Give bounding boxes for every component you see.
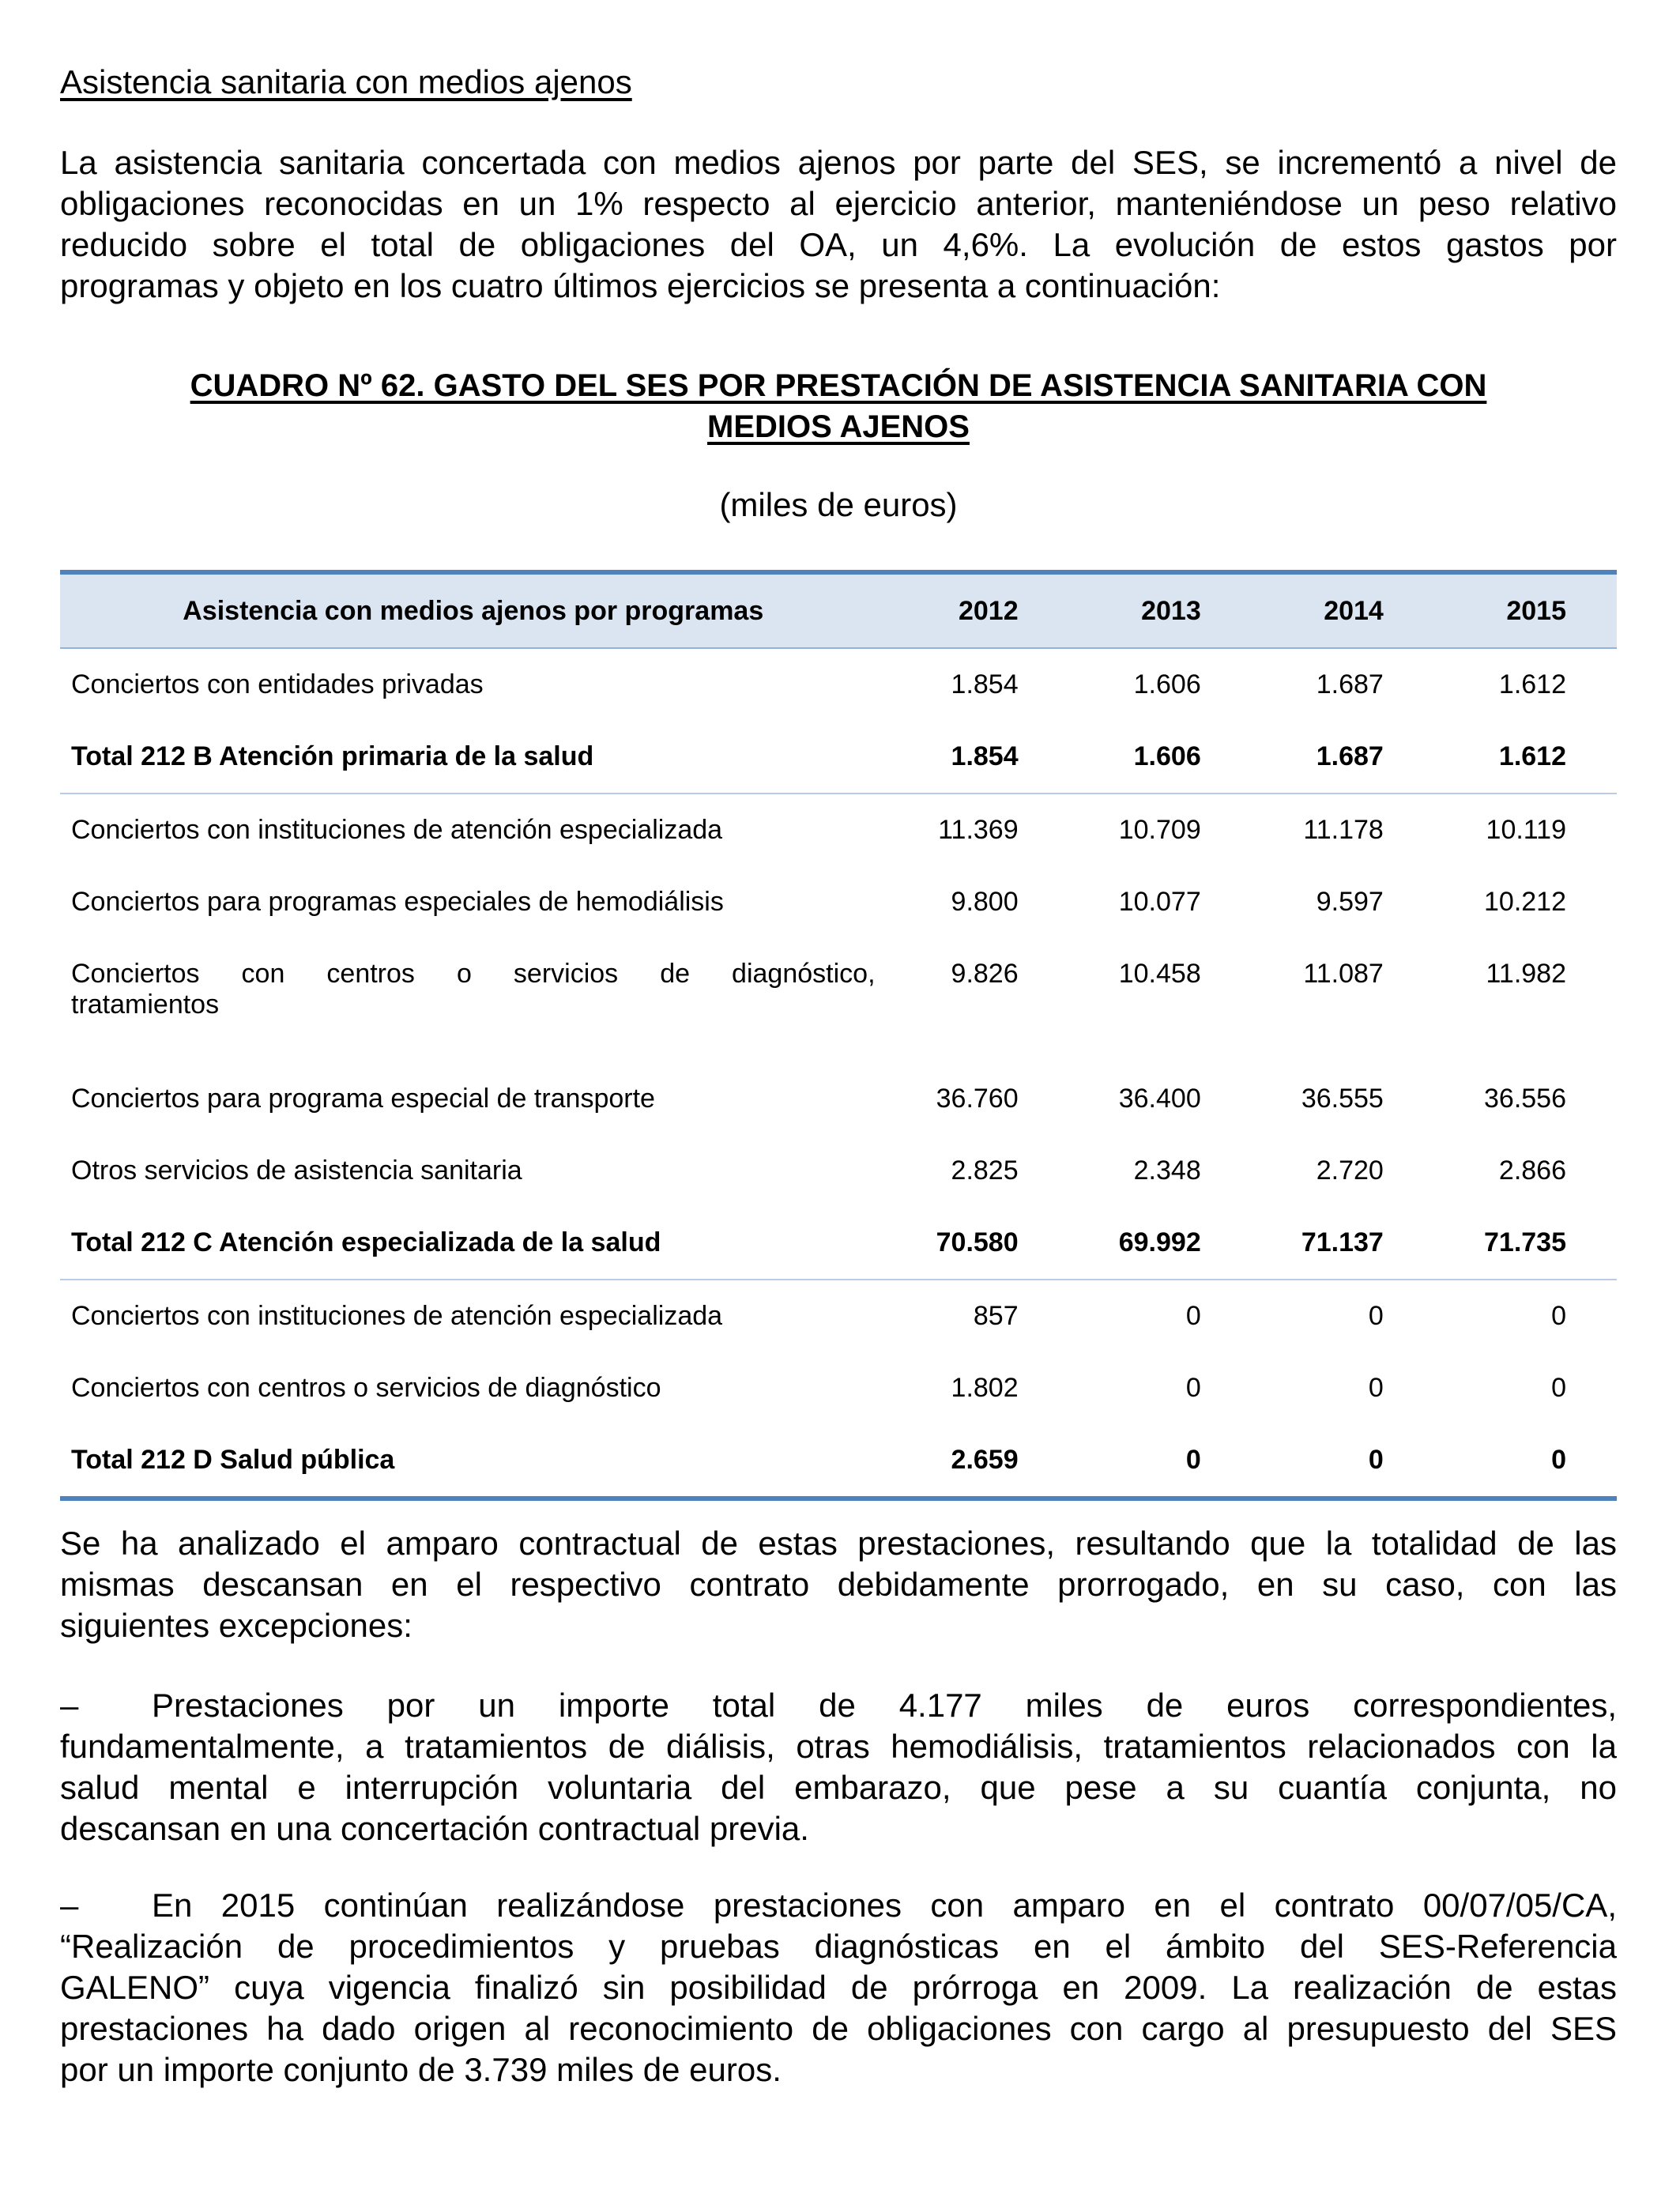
exception-line: “Realización de procedimientos y pruebas diagnósticas en el ámbito del SES-Referencia — [60, 1928, 1617, 1965]
row-label-line: Conciertos con centros o servicios de diagnóstico, — [71, 959, 876, 989]
section-heading: Asistencia sanitaria con medios ajenos — [60, 63, 632, 100]
analysis-line: siguientes excepciones: — [60, 1607, 412, 1644]
row-value: 0 — [1551, 1301, 1566, 1331]
header-label: Asistencia con medios ajenos por programas — [60, 572, 887, 648]
table-row — [60, 1352, 1617, 1424]
row-value: 1.612 — [1498, 669, 1566, 699]
dash-bullet: – — [60, 1887, 79, 1924]
row-value: 11.087 — [1303, 959, 1384, 989]
row-label: Conciertos con instituciones de atención especializada — [71, 1301, 723, 1331]
header-year: 2014 — [1252, 572, 1434, 648]
row-value: 70.580 — [887, 1207, 1069, 1280]
header-year: 2012 — [887, 572, 1069, 648]
exception-line: salud mental e interrupción voluntaria del embarazo, que pese a su cuantía conjunta, no — [60, 1769, 1617, 1806]
table-total-row — [60, 1424, 1617, 1498]
intro-line: La asistencia sanitaria concertada con medios ajenos por parte del SES, se incrementó a nivel de — [60, 144, 1617, 181]
exception-line: En 2015 continúan realizándose prestaciones con amparo en el contrato 00/07/05/CA, — [152, 1887, 1617, 1924]
row-value: 0 — [1185, 1373, 1201, 1403]
table-title — [60, 365, 1617, 447]
row-value: 10.458 — [1118, 959, 1201, 989]
row-label: Conciertos con instituciones de atención especializada — [71, 815, 723, 845]
header-year: 2013 — [1069, 572, 1252, 648]
table-row — [60, 648, 1617, 721]
row-label: Total 212 C Atención especializada de la salud — [60, 1207, 887, 1280]
row-value: 2.825 — [951, 1155, 1019, 1186]
row-label: Conciertos para programa especial de transporte — [71, 1084, 655, 1114]
row-label: Total 212 D Salud pública — [60, 1424, 887, 1498]
row-value: 1.606 — [1069, 721, 1252, 794]
row-value: 11.982 — [1486, 959, 1566, 989]
table-row — [60, 794, 1617, 866]
intro-line: obligaciones reconocidas en un 1% respecto al ejercicio anterior, manteniéndose un peso relativo — [60, 185, 1617, 222]
row-value: 9.826 — [951, 959, 1019, 989]
row-value: 1.606 — [1133, 669, 1201, 699]
intro-paragraph — [60, 142, 1617, 307]
intro-line: programas y objeto en los cuatro últimos ejercicios se presenta a continuación: — [60, 267, 1221, 304]
row-value: 1.612 — [1434, 721, 1617, 794]
row-value: 0 — [1551, 1373, 1566, 1403]
row-value: 36.555 — [1301, 1084, 1384, 1114]
row-value: 1.687 — [1316, 669, 1384, 699]
row-value: 10.212 — [1484, 887, 1566, 917]
header-year: 2015 — [1434, 572, 1617, 648]
row-value: 0 — [1368, 1301, 1384, 1331]
row-value: 1.854 — [951, 669, 1019, 699]
table-title-line: CUADRO Nº 62. GASTO DEL SES POR PRESTACIÓN DE ASISTENCIA SANITARIA CON — [190, 368, 1487, 403]
row-value: 2.720 — [1316, 1155, 1384, 1186]
row-value: 0 — [1434, 1424, 1617, 1498]
expense-table — [60, 570, 1617, 1501]
intro-line: reducido sobre el total de obligaciones del OA, un 4,6%. La evolución de estos gastos por — [60, 226, 1617, 263]
table-row — [60, 938, 1617, 1063]
table-row — [60, 1135, 1617, 1207]
row-label: Otros servicios de asistencia sanitaria — [71, 1155, 522, 1186]
analysis-line: mismas descansan en el respectivo contrato debidamente prorrogado, en su caso, con las — [60, 1566, 1617, 1603]
row-value: 10.709 — [1118, 815, 1201, 845]
table-row — [60, 866, 1617, 938]
row-label: Conciertos para programas especiales de hemodiálisis — [71, 887, 724, 917]
dash-bullet: – — [60, 1687, 79, 1724]
exception-item-1 — [60, 1685, 1617, 1849]
row-value: 11.178 — [1303, 815, 1384, 845]
table-row — [60, 1280, 1617, 1352]
row-value: 69.992 — [1069, 1207, 1252, 1280]
row-value: 9.597 — [1316, 887, 1384, 917]
analysis-line: Se ha analizado el amparo contractual de estas prestaciones, resultando que la totalidad de las — [60, 1525, 1617, 1562]
table-units: (miles de euros) — [719, 486, 958, 523]
table-total-row — [60, 721, 1617, 794]
table-row — [60, 1063, 1617, 1135]
exception-line: por un importe conjunto de 3.739 miles de euros. — [60, 2051, 782, 2088]
analysis-paragraph — [60, 1523, 1617, 1646]
row-value: 36.400 — [1118, 1084, 1201, 1114]
row-value: 2.348 — [1133, 1155, 1201, 1186]
exception-line: Prestaciones por un importe total de 4.177 miles de euros correspondientes, — [152, 1687, 1617, 1724]
row-value: 10.119 — [1486, 815, 1566, 845]
row-value: 71.137 — [1252, 1207, 1434, 1280]
row-value: 2.659 — [887, 1424, 1069, 1498]
row-value: 0 — [1185, 1301, 1201, 1331]
row-value: 11.369 — [938, 815, 1019, 845]
row-value: 2.866 — [1498, 1155, 1566, 1186]
exception-line: descansan en una concertación contractual previa. — [60, 1810, 809, 1847]
table-total-row — [60, 1207, 1617, 1280]
row-value: 1.802 — [951, 1373, 1019, 1403]
row-value: 10.077 — [1118, 887, 1201, 917]
row-label — [60, 938, 887, 1063]
row-value: 857 — [973, 1301, 1019, 1331]
row-value: 36.760 — [936, 1084, 1019, 1114]
row-label: Conciertos con centros o servicios de diagnóstico — [71, 1373, 661, 1403]
row-value: 0 — [1252, 1424, 1434, 1498]
row-label: Conciertos con entidades privadas — [71, 669, 484, 699]
exception-line: GALENO” cuya vigencia finalizó sin posibilidad de prórroga en 2009. La realización de estas — [60, 1969, 1617, 2006]
row-value: 36.556 — [1484, 1084, 1566, 1114]
table-header-row — [60, 572, 1617, 648]
exception-item-2 — [60, 1885, 1617, 2090]
row-value: 0 — [1069, 1424, 1252, 1498]
row-value: 71.735 — [1434, 1207, 1617, 1280]
row-value: 9.800 — [951, 887, 1019, 917]
row-value: 1.687 — [1252, 721, 1434, 794]
row-value: 1.854 — [887, 721, 1069, 794]
row-value: 0 — [1368, 1373, 1384, 1403]
row-label-line: tratamientos — [71, 990, 220, 1020]
row-label: Total 212 B Atención primaria de la salud — [60, 721, 887, 794]
exception-line: fundamentalmente, a tratamientos de diálisis, otras hemodiálisis, tratamientos relacionados con la — [60, 1728, 1617, 1765]
table-title-line: MEDIOS AJENOS — [707, 409, 970, 444]
exception-line: prestaciones ha dado origen al reconocimiento de obligaciones con cargo al presupuesto del SES — [60, 2010, 1617, 2047]
